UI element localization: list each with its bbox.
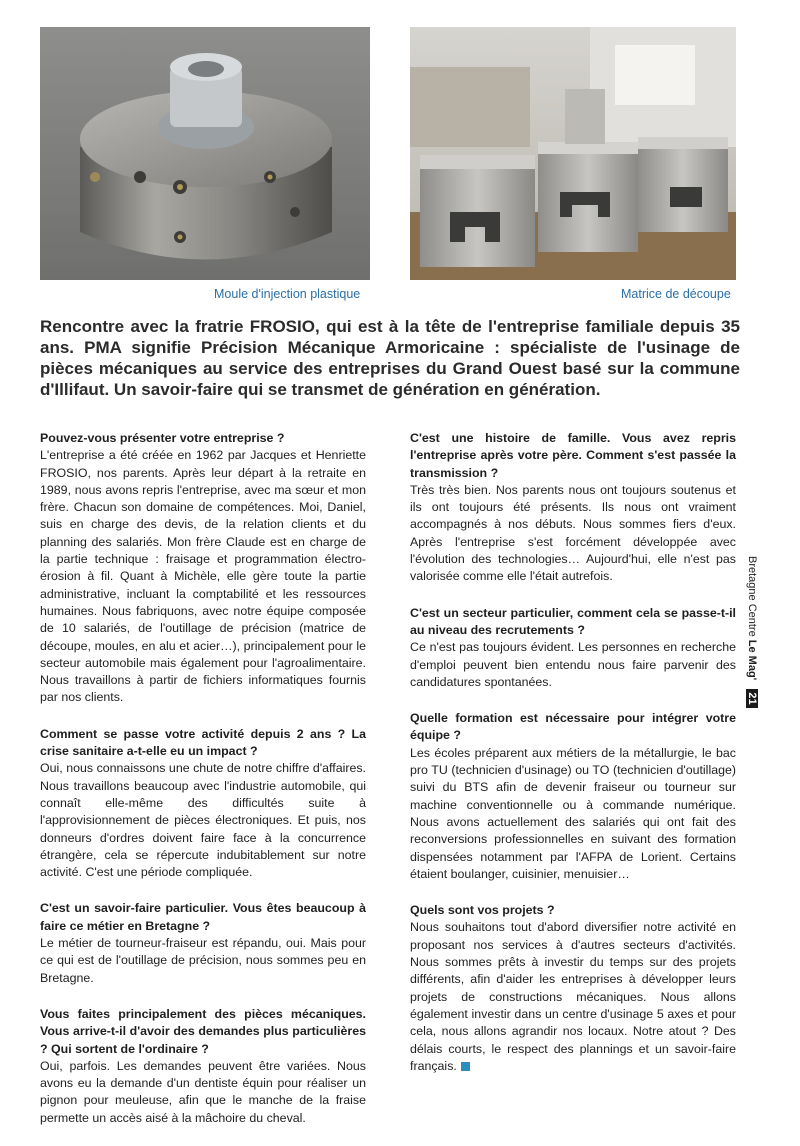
question: Quels sont vos projets ? (410, 903, 555, 918)
end-of-article-square-icon (461, 1062, 470, 1071)
magazine-side-marker (746, 556, 758, 706)
caption-left: Moule d'injection plastique (214, 287, 361, 301)
interview-column-left (40, 430, 366, 1146)
question: C'est une histoire de famille. Vous avez repris l'entreprise après votre père. Comment s'est passée la transmission ? (410, 431, 736, 480)
answer: Très très bien. Nos parents nous ont toujours soutenus et ils ont toujours été présents. Ils nous ont vraiment accompagnés à nos débuts. Nous sommes fiers d'eux. Après l'entreprise s'est forcément développée avec l'évolution des technologies… Aujourd'hui, elle n'est pas valorisée comme elle l'était autrefois. (410, 482, 736, 584)
interview-column-right (410, 430, 736, 1075)
question: Quelle formation est nécessaire pour intégrer votre équipe ? (410, 711, 736, 743)
region-label: Bretagne Centre (746, 556, 758, 637)
answer: Le métier de tourneur-fraiseur est répandu, oui. Mais pour ce qui est de l'outillage de précision, nous sommes peu en Bretagne. (40, 936, 366, 985)
page-number: 21 (746, 689, 758, 707)
question: C'est un secteur particulier, comment cela se passe-t-il au niveau des recrutements ? (410, 605, 736, 637)
magazine-name: Le Mag' (746, 639, 758, 681)
question: Vous faites principalement des pièces mécaniques. Vous arrive-t-il d'avoir des demandes plus particulières ? Qui sortent de l'ordinaire ? (40, 1006, 366, 1056)
photo-injection-mold (40, 27, 370, 280)
question: Pouvez-vous présenter votre entreprise ? (40, 431, 285, 445)
answer: Nous souhaitons tout d'abord diversifier notre activité en proposant nos services à d'autres secteurs d'activités. Nous sommes prêts à investir du temps sur des projets différents, afin d'aider les entreprises à développer leurs projets de constructions mécaniques. Nous allons également investir dans un centre d'usinage 5 axes et pour cela, nous allons agrandir nos locaux. Notre atout ? Des délais courts, le respect des plannings et un savoir-faire français. (410, 920, 736, 1073)
answer: Oui, nous connaissons une chute de notre chiffre d'affaires. Nous travaillons beaucoup avec l'industrie automobile, qui connaît elle-même des difficultés suite à l'approvisionnement de pièces électroniques. Et puis, nos donneurs d'ordres doivent faire face à la concurrence étrangère, cela se répercute indubitablement sur notre activité. C'est une période compliquée. (40, 761, 366, 880)
answer: Les écoles préparent aux métiers de la métallurgie, le bac pro TU (technicien d'usinage) ou TO (technicien d'outillage) suivi du BTS afin de devenir fraiseur ou tourneur sur machine conventionnelle ou à commande numérique. Nous avons actuellement des salariés qui ont fait des reconversions professionnelles en suivant des formation dispensées notamment par l'AFPA de Lorient. Certains étaient boulanger, cuisinier, menuisier… (410, 745, 736, 881)
intro-lead: Rencontre avec la fratrie FROSIO, qui est à la tête de l'entreprise familiale depuis 35 ans. PMA signifie Précision Mécanique Armoricaine : spécialiste de l'usinage de pièces mécaniques au service des entreprises du Grand Ouest basé sur la commune d'Illifaut. Un savoir-faire qui se transmet de génération en génération. (40, 317, 740, 399)
photo-cutting-die (410, 27, 736, 280)
caption-right: Matrice de découpe (621, 287, 731, 301)
question: Comment se passe votre activité depuis 2 ans ? La crise sanitaire a-t-elle eu un impact ? (40, 726, 366, 759)
answer: Ce n'est pas toujours évident. Les personnes en recherche d'emploi peuvent bien entendu nous faire parvenir des candidatures spontanées. (410, 640, 736, 689)
question: C'est un savoir-faire particulier. Vous êtes beaucoup à faire ce métier en Bretagne ? (40, 901, 366, 933)
answer: Oui, parfois. Les demandes peuvent être variées. Nous avons eu la demande d'un dentiste équin pour réaliser un pignon pour meuleuse, afin que le manche de la fraise permette un accès aisé à la mâchoire du cheval. (40, 1058, 366, 1125)
answer: L'entreprise a été créée en 1962 par Jacques et Henriette FROSIO, nos parents. Après leur départ à la retraite en 1989, nous avons repris l'entreprise, avec ma sœur et mon frère. Chacun son domaine de compétences. Moi, Daniel, suis en charge des devis, de la relation clients et du planning des salariés. Mon frère Claude est en charge de la partie technique : fraisage et programmation électro-érosion à fil. Quant à Michèle, elle gère toute la partie administrative, incluant la comptabilité et les ressources humaines. Nous fabriquons, avec notre équipe composée de 10 salariés, de l'outillage de précision (matrice de découpe, moules, en alu et acier…), principalement pour le secteur automobile mais également pour l'agroalimentaire. Nous travaillons à partir de fichiers informatiques fournis par nos clients. (40, 448, 366, 705)
